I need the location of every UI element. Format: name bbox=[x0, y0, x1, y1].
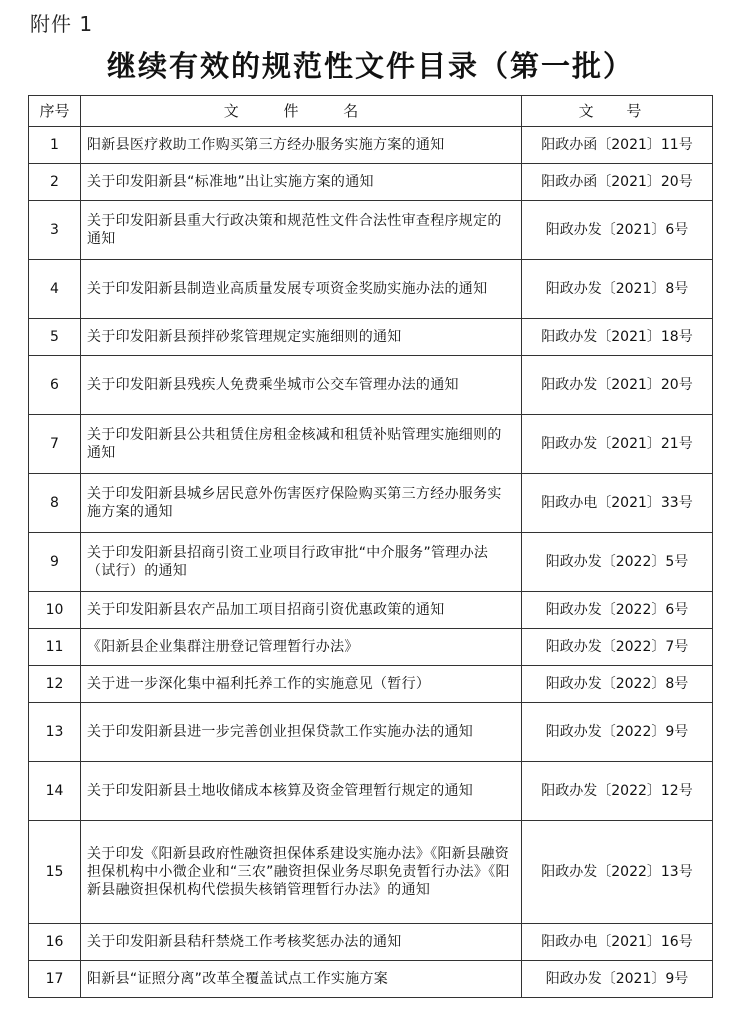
document-name: 关于印发阳新县城乡居民意外伤害医疗保险购买第三方经办服务实施方案的通知 bbox=[81, 474, 522, 533]
document-name: 关于印发阳新县预拌砂浆管理规定实施细则的通知 bbox=[81, 319, 522, 356]
row-index: 5 bbox=[29, 319, 81, 356]
row-index: 17 bbox=[29, 961, 81, 998]
table-header-row bbox=[29, 96, 713, 127]
row-index: 1 bbox=[29, 127, 81, 164]
table-row bbox=[29, 533, 713, 592]
table-row bbox=[29, 924, 713, 961]
document-catalog-table bbox=[28, 95, 713, 998]
column-header-name bbox=[81, 96, 522, 127]
row-index: 4 bbox=[29, 260, 81, 319]
document-number: 阳政办发〔2021〕18号 bbox=[522, 319, 713, 356]
row-index: 15 bbox=[29, 821, 81, 924]
table-row bbox=[29, 666, 713, 703]
document-number: 阳政办电〔2021〕33号 bbox=[522, 474, 713, 533]
table-row bbox=[29, 319, 713, 356]
document-name: 关于印发阳新县制造业高质量发展专项资金奖励实施办法的通知 bbox=[81, 260, 522, 319]
document-name: 阳新县医疗救助工作购买第三方经办服务实施方案的通知 bbox=[81, 127, 522, 164]
document-number: 阳政办函〔2021〕11号 bbox=[522, 127, 713, 164]
row-index: 11 bbox=[29, 629, 81, 666]
table-row bbox=[29, 629, 713, 666]
document-name: 关于印发阳新县土地收储成本核算及资金管理暂行规定的通知 bbox=[81, 762, 522, 821]
row-index: 16 bbox=[29, 924, 81, 961]
document-number: 阳政办发〔2022〕13号 bbox=[522, 821, 713, 924]
table-row bbox=[29, 164, 713, 201]
table-row bbox=[29, 260, 713, 319]
document-name: 阳新县“证照分离”改革全覆盖试点工作实施方案 bbox=[81, 961, 522, 998]
table-row bbox=[29, 821, 713, 924]
column-header-number bbox=[522, 96, 713, 127]
table-row bbox=[29, 474, 713, 533]
document-name: 关于印发阳新县“标准地”出让实施方案的通知 bbox=[81, 164, 522, 201]
table-row bbox=[29, 762, 713, 821]
document-number: 阳政办电〔2021〕16号 bbox=[522, 924, 713, 961]
document-name: 关于印发阳新县秸秆禁烧工作考核奖惩办法的通知 bbox=[81, 924, 522, 961]
document-name: 《阳新县企业集群注册登记管理暂行办法》 bbox=[81, 629, 522, 666]
row-index: 6 bbox=[29, 356, 81, 415]
document-number: 阳政办发〔2022〕8号 bbox=[522, 666, 713, 703]
table-row bbox=[29, 201, 713, 260]
document-name: 关于印发阳新县重大行政决策和规范性文件合法性审查程序规定的通知 bbox=[81, 201, 522, 260]
document-name: 关于印发阳新县残疾人免费乘坐城市公交车管理办法的通知 bbox=[81, 356, 522, 415]
document-name: 关于印发阳新县公共租赁住房租金核减和租赁补贴管理实施细则的通知 bbox=[81, 415, 522, 474]
document-number: 阳政办发〔2021〕9号 bbox=[522, 961, 713, 998]
table-row bbox=[29, 415, 713, 474]
row-index: 2 bbox=[29, 164, 81, 201]
row-index: 13 bbox=[29, 703, 81, 762]
document-number: 阳政办发〔2021〕20号 bbox=[522, 356, 713, 415]
row-index: 8 bbox=[29, 474, 81, 533]
document-name: 关于印发阳新县招商引资工业项目行政审批“中介服务”管理办法（试行）的通知 bbox=[81, 533, 522, 592]
column-header-number-label: 文 号 bbox=[578, 102, 656, 120]
document-number: 阳政办发〔2022〕9号 bbox=[522, 703, 713, 762]
document-number: 阳政办发〔2022〕5号 bbox=[522, 533, 713, 592]
document-name: 关于印发阳新县农产品加工项目招商引资优惠政策的通知 bbox=[81, 592, 522, 629]
document-name: 关于进一步深化集中福利托养工作的实施意见（暂行） bbox=[81, 666, 522, 703]
table-row bbox=[29, 703, 713, 762]
column-header-index: 序号 bbox=[29, 96, 81, 127]
table-row bbox=[29, 961, 713, 998]
document-number: 阳政办发〔2021〕21号 bbox=[522, 415, 713, 474]
document-number: 阳政办发〔2022〕12号 bbox=[522, 762, 713, 821]
row-index: 7 bbox=[29, 415, 81, 474]
document-number: 阳政办函〔2021〕20号 bbox=[522, 164, 713, 201]
column-header-name-label: 文 件 名 bbox=[223, 102, 379, 120]
row-index: 9 bbox=[29, 533, 81, 592]
table-row bbox=[29, 592, 713, 629]
attachment-label: 附件 1 bbox=[30, 12, 94, 36]
row-index: 12 bbox=[29, 666, 81, 703]
table-row bbox=[29, 356, 713, 415]
document-number: 阳政办发〔2022〕7号 bbox=[522, 629, 713, 666]
row-index: 10 bbox=[29, 592, 81, 629]
document-number: 阳政办发〔2022〕6号 bbox=[522, 592, 713, 629]
document-number: 阳政办发〔2021〕6号 bbox=[522, 201, 713, 260]
table-row bbox=[29, 127, 713, 164]
document-name: 关于印发阳新县进一步完善创业担保贷款工作实施办法的通知 bbox=[81, 703, 522, 762]
row-index: 14 bbox=[29, 762, 81, 821]
row-index: 3 bbox=[29, 201, 81, 260]
document-name: 关于印发《阳新县政府性融资担保体系建设实施办法》《阳新县融资担保机构中小微企业和“三农”融资担保业务尽职免责暂行办法》《阳新县融资担保机构代偿损失核销管理暂行办法》的通知 bbox=[81, 821, 522, 924]
table-body bbox=[29, 127, 713, 998]
document-title: 继续有效的规范性文件目录（第一批） bbox=[106, 49, 634, 83]
document-number: 阳政办发〔2021〕8号 bbox=[522, 260, 713, 319]
